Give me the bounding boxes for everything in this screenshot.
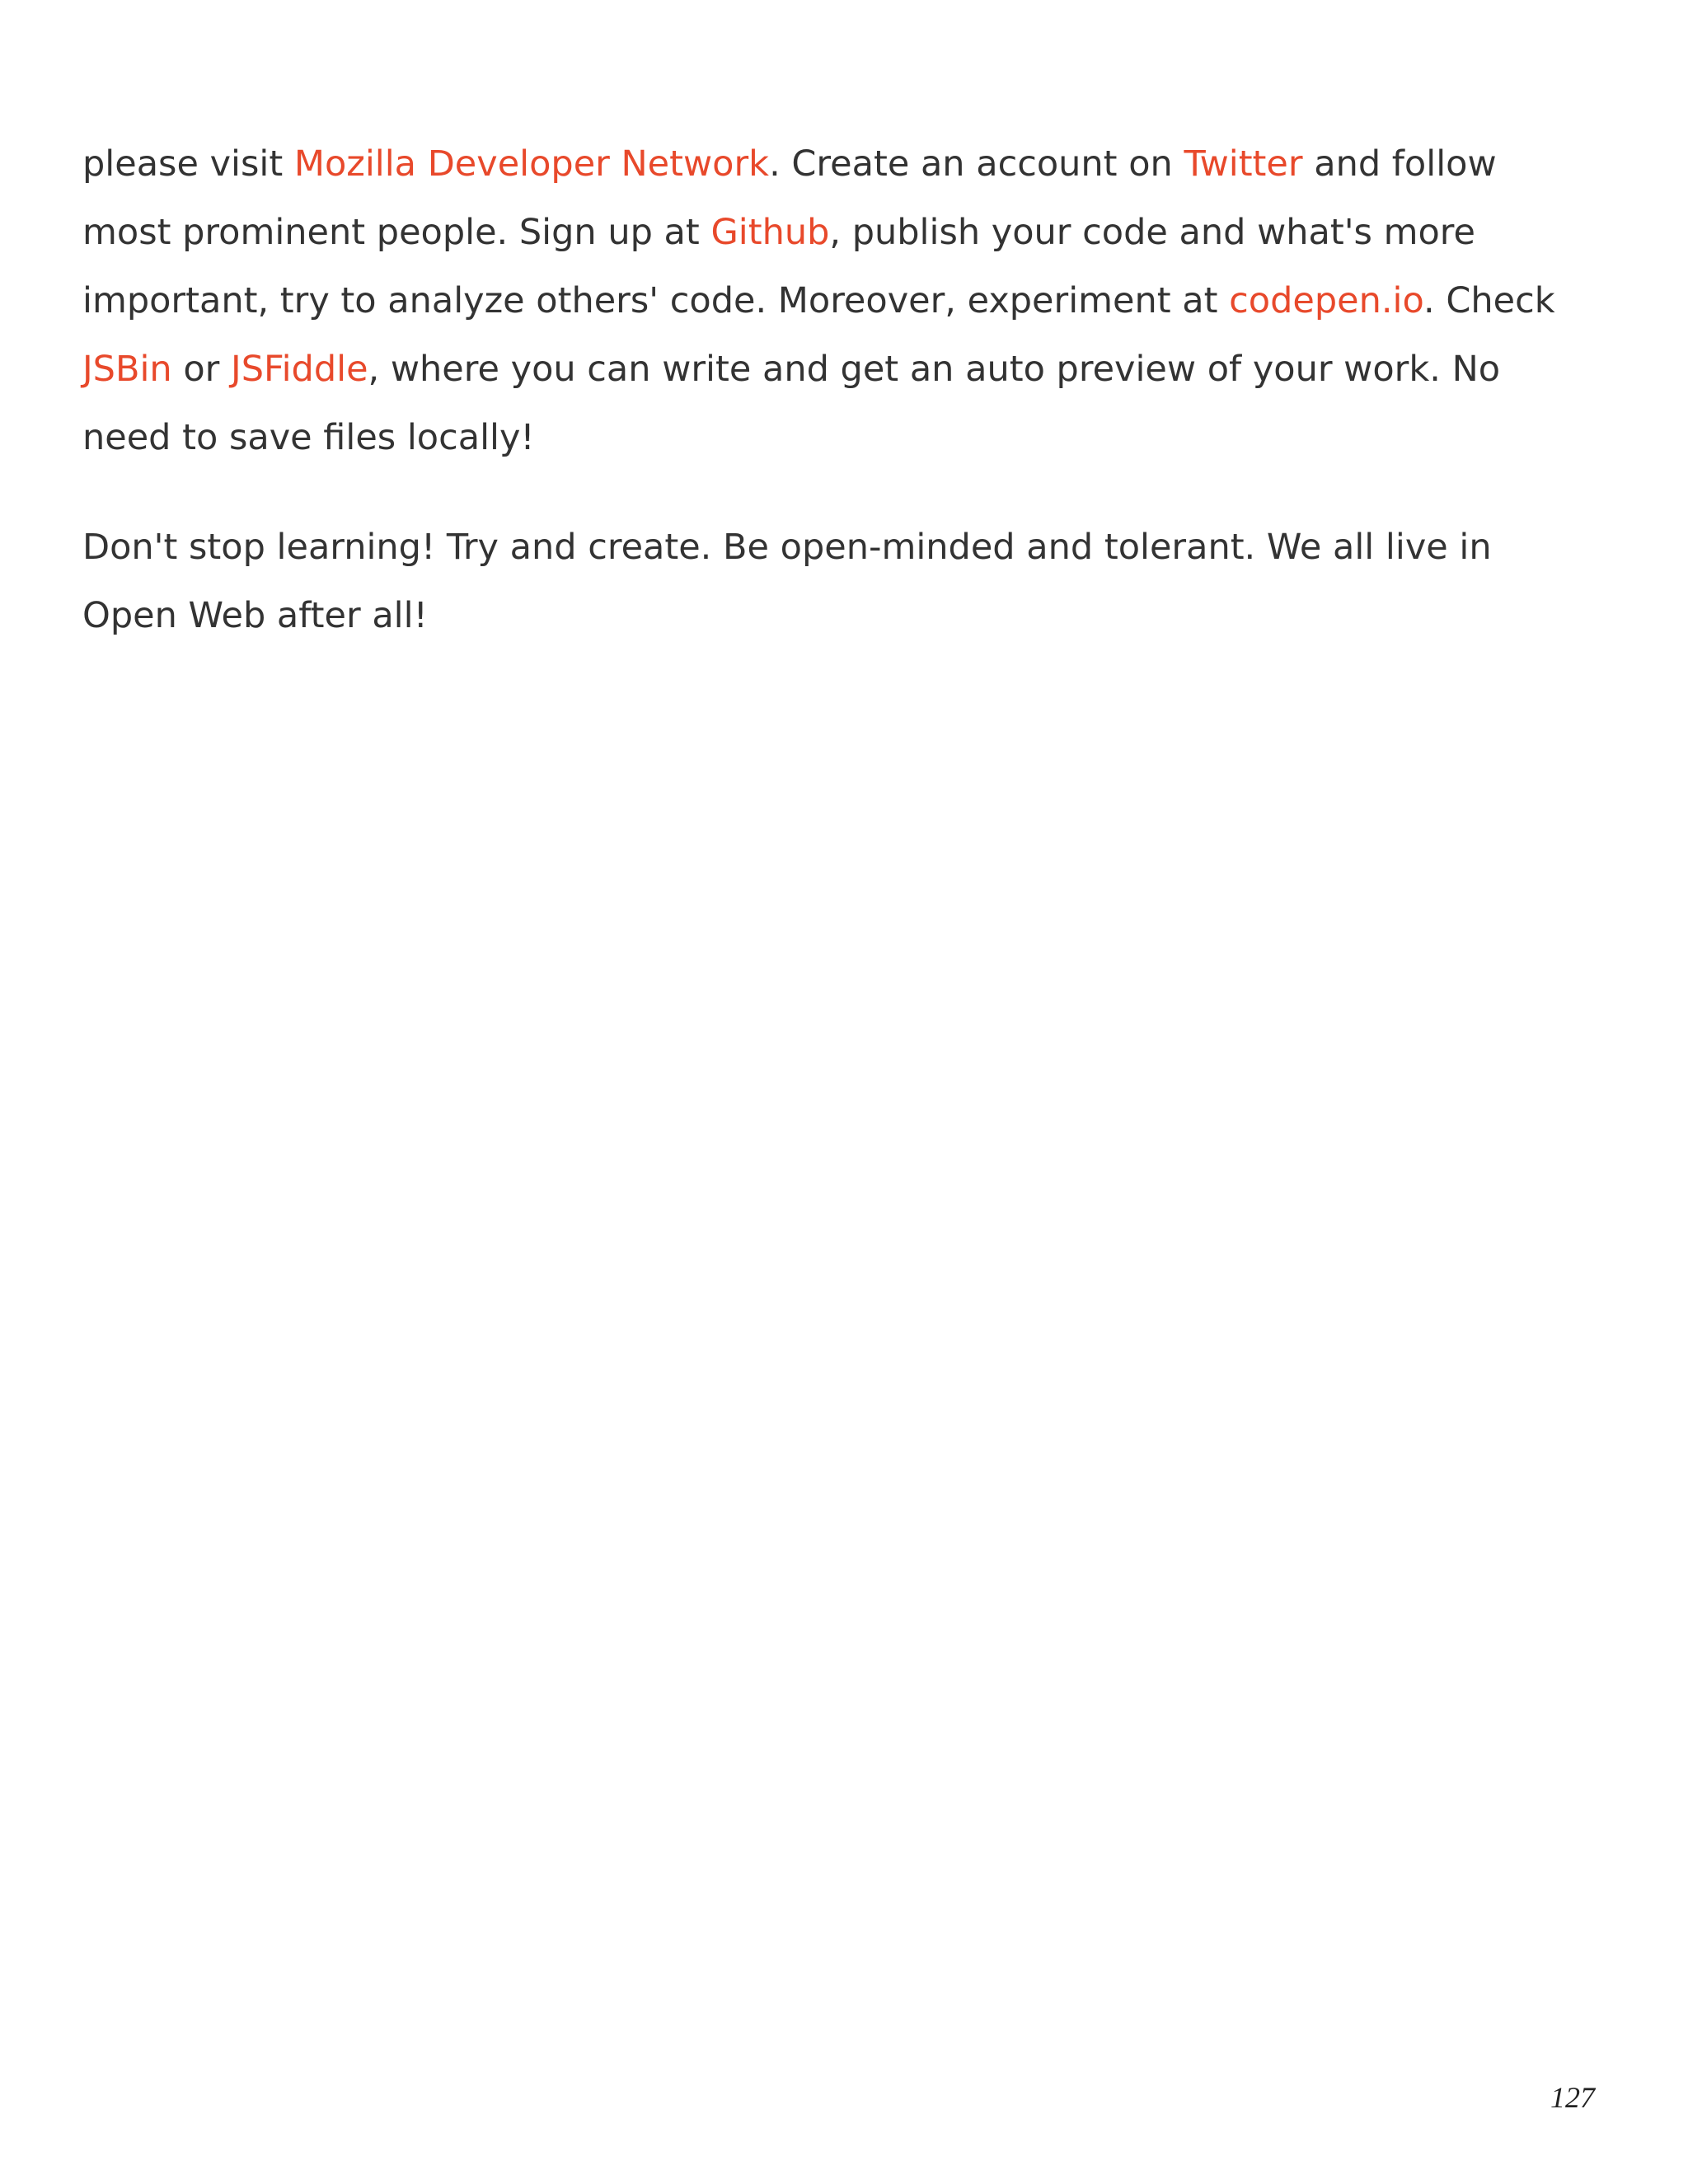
text-run: most prominent people. Sign up at [82,212,711,253]
text-line [82,582,1648,650]
paragraph-closing [82,513,1648,650]
link-mozilla-developer-network[interactable]: Mozilla Developer Network [293,143,770,185]
page-number: 127 [1550,2081,1595,2114]
link-twitter[interactable]: Twitter [1184,143,1303,185]
text-line [82,513,1648,582]
text-run: important, try to analyze others' code. Moreover, experiment at [82,280,1230,321]
text-run: or [171,349,232,390]
paragraph-resources [82,130,1648,472]
text-run: and follow [1302,143,1497,185]
link-jsfiddle[interactable]: JSFiddle [231,349,368,390]
text-run: Don't stop learning! Try and create. Be open-minded and tolerant. We all live in [82,527,1492,568]
text-line [82,130,1648,199]
text-run: please visit [82,143,294,185]
link-codepen[interactable]: codepen.io [1229,280,1424,321]
text-line [82,267,1648,335]
text-line [82,404,1648,472]
page-content [82,130,1648,691]
text-run: . Check [1423,280,1555,321]
link-github[interactable]: Github [710,212,830,253]
text-run: , publish your code and what's more [829,212,1475,253]
text-line [82,335,1648,404]
text-line [82,199,1648,267]
link-jsbin[interactable]: JSBin [82,349,172,390]
text-run: Open Web after all! [82,595,428,636]
text-run: , where you can write and get an auto preview of your work. No [368,349,1501,390]
text-run: . Create an account on [769,143,1184,185]
text-run: need to save files locally! [82,417,535,458]
